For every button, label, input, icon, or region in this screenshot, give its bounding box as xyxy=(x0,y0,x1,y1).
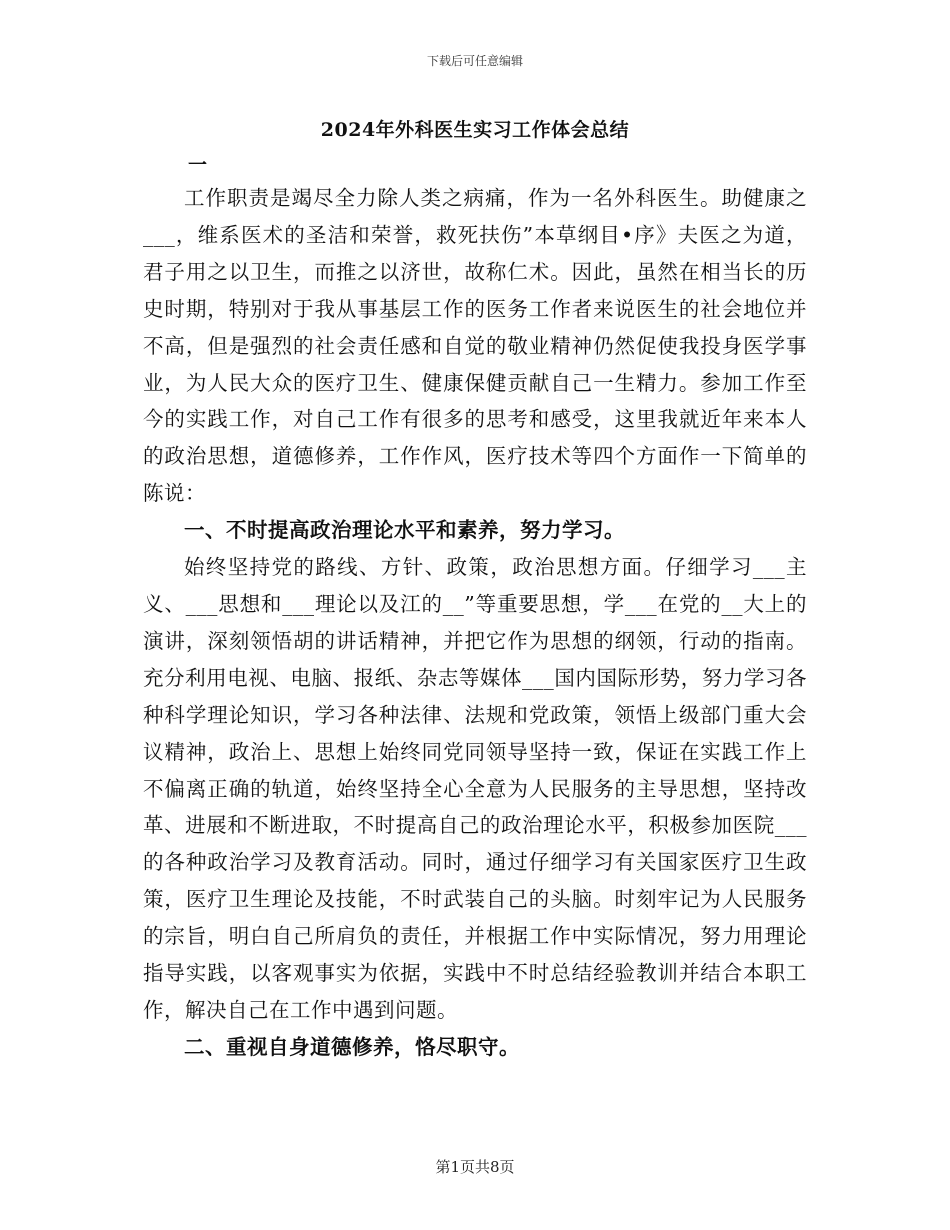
document-title: 2024年外科医生实习工作体会总结 xyxy=(320,119,630,141)
section-heading-1: 一、不时提高政治理论水平和素养，努力学习。 xyxy=(184,518,625,543)
header-note: 下载后可任意编辑 xyxy=(426,54,523,68)
intro-paragraph: 工作职责是竭尽全力除人类之病痛，作为一名外科医生。助健康之___，维系医术的圣洁和荣誉，救死扶伤”本草纲目•序》夫医之为道，君子用之以卫生，而推之以济世，故称仁术。因此，虽然在相当长的历史时期，特别对于我从事基层工作的医务工作者来说医生的社会地位并不高，但是强烈的社会责任感和自觉的敬业精神仍然促使我投身医学事业，为人民大众的医疗卫生、健康保健贡献自己一生精力。参加工作至今的实践工作，对自己工作有很多的思考和感受，这里我就近年来本人的政治思想，道德修养，工作作风，医疗技术等四个方面作一下简单的陈说： xyxy=(143,186,807,506)
section-heading-2: 二、重视自身道德修养，恪尽职守。 xyxy=(184,1034,520,1059)
section-1-paragraph: 始终坚持党的路线、方针、政策，政治思想方面。仔细学习___主义、___思想和___理论以及江的__”等重要思想，学___在党的__大上的演讲，深刻领悟胡的讲话精神，并把它作为思想的纲领，行动的指南。充分利用电视、电脑、报纸、杂志等媒体___国内国际形势，努力学习各种科学理论知识，学习各种法律、法规和党政策，领悟上级部门重大会议精神，政治上、思想上始终同党同领导坚持一致，保证在实践工作上不偏离正确的轨道，始终坚持全心全意为人民服务的主导思想，坚持改革、进展和不断进取，不时提高自己的政治理论水平，积极参加医院___的各种政治学习及教育活动。同时，通过仔细学习有关国家医疗卫生政策，医疗卫生理论及技能，不时武装自己的头脑。时刻牢记为人民服务的宗旨，明白自己所肩负的责任，并根据工作中实际情况，努力用理论指导实践，以客观事实为依据，实践中不时总结经验教训并结合本职工作，解决自己在工作中遇到问题。 xyxy=(143,555,807,1022)
document-body xyxy=(143,180,807,1066)
section-mark: 一 xyxy=(188,154,208,176)
page-number: 第1页共8页 xyxy=(435,1158,515,1176)
